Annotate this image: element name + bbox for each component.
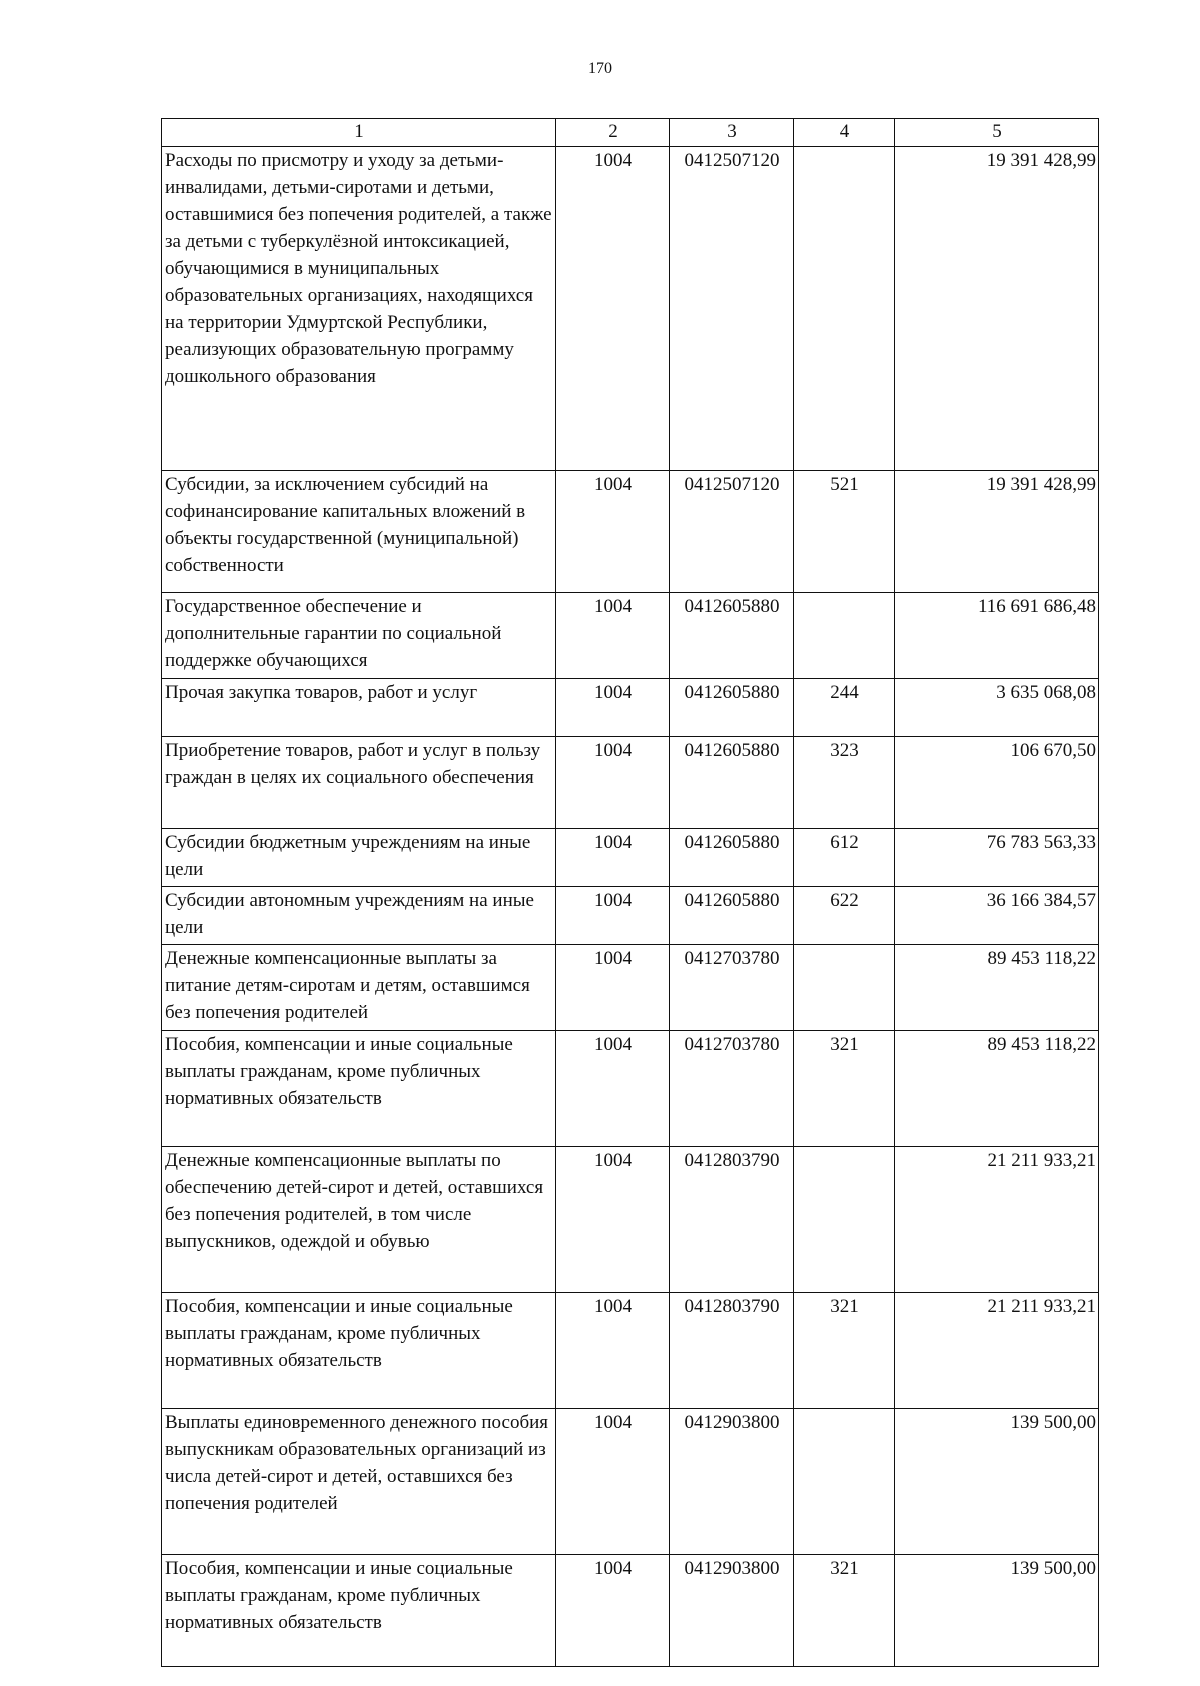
amount: 21 211 933,21: [895, 1147, 1099, 1293]
expense-name: Пособия, компенсации и иные социальные выплаты гражданам, кроме публичных нормативных обязательств: [162, 1555, 556, 1667]
expense-type-code: 321: [794, 1555, 895, 1667]
section-code: 1004: [556, 1409, 670, 1555]
page-number: 170: [588, 60, 612, 77]
expense-type-code: [794, 945, 895, 1031]
article-code: 0412803790: [670, 1147, 794, 1293]
expense-name: Государственное обеспечение и дополнительные гарантии по социальной поддержке обучающихся: [162, 593, 556, 679]
expense-name: Пособия, компенсации и иные социальные выплаты гражданам, кроме публичных нормативных обязательств: [162, 1293, 556, 1409]
table-row: [162, 829, 1099, 887]
section-code: 1004: [556, 829, 670, 887]
header-col-1: 1: [162, 119, 556, 147]
article-code: 0412803790: [670, 1293, 794, 1409]
amount: 139 500,00: [895, 1555, 1099, 1667]
expense-type-code: 521: [794, 471, 895, 593]
expense-name: Выплаты единовременного денежного пособия выпускникам образовательных организаций из числа детей-сирот и детей, оставшихся без попечения родителей: [162, 1409, 556, 1555]
table-row: [162, 471, 1099, 593]
table-row: [162, 1147, 1099, 1293]
section-code: 1004: [556, 1031, 670, 1147]
article-code: 0412605880: [670, 593, 794, 679]
amount: 21 211 933,21: [895, 1293, 1099, 1409]
table-row: [162, 1293, 1099, 1409]
amount: 106 670,50: [895, 737, 1099, 829]
expense-type-code: 622: [794, 887, 895, 945]
article-code: 0412903800: [670, 1409, 794, 1555]
amount: 3 635 068,08: [895, 679, 1099, 737]
section-code: 1004: [556, 1147, 670, 1293]
article-code: 0412903800: [670, 1555, 794, 1667]
table-row: [162, 887, 1099, 945]
section-code: 1004: [556, 737, 670, 829]
article-code: 0412605880: [670, 887, 794, 945]
amount: 76 783 563,33: [895, 829, 1099, 887]
article-code: 0412605880: [670, 737, 794, 829]
section-code: 1004: [556, 471, 670, 593]
table-body: [162, 147, 1099, 1667]
article-code: 0412507120: [670, 471, 794, 593]
table-row: [162, 737, 1099, 829]
amount: 89 453 118,22: [895, 1031, 1099, 1147]
header-row: [162, 119, 1099, 147]
section-code: 1004: [556, 679, 670, 737]
section-code: 1004: [556, 593, 670, 679]
article-code: 0412703780: [670, 945, 794, 1031]
amount: 89 453 118,22: [895, 945, 1099, 1031]
section-code: 1004: [556, 1555, 670, 1667]
amount: 19 391 428,99: [895, 471, 1099, 593]
expense-name: Субсидии, за исключением субсидий на софинансирование капитальных вложений в объекты государственной (муниципальной) собственности: [162, 471, 556, 593]
expense-type-code: [794, 1409, 895, 1555]
expense-type-code: [794, 593, 895, 679]
amount: 116 691 686,48: [895, 593, 1099, 679]
section-code: 1004: [556, 887, 670, 945]
section-code: 1004: [556, 147, 670, 471]
amount: 36 166 384,57: [895, 887, 1099, 945]
amount: 139 500,00: [895, 1409, 1099, 1555]
budget-table: [161, 118, 1099, 1667]
section-code: 1004: [556, 1293, 670, 1409]
expense-name: Приобретение товаров, работ и услуг в пользу граждан в целях их социального обеспечения: [162, 737, 556, 829]
expense-type-code: [794, 1147, 895, 1293]
article-code: 0412507120: [670, 147, 794, 471]
expense-type-code: 321: [794, 1293, 895, 1409]
header-col-3: 3: [670, 119, 794, 147]
header-col-2: 2: [556, 119, 670, 147]
expense-name: Прочая закупка товаров, работ и услуг: [162, 679, 556, 737]
header-col-4: 4: [794, 119, 895, 147]
table-row: [162, 945, 1099, 1031]
table-row: [162, 1409, 1099, 1555]
expense-type-code: 321: [794, 1031, 895, 1147]
expense-name: Субсидии бюджетным учреждениям на иные цели: [162, 829, 556, 887]
expense-name: Расходы по присмотру и уходу за детьми-инвалидами, детьми-сиротами и детьми, оставшимися без попечения родителей, а также за детьми с туберкулёзной интоксикацией, обучающимися в муниципальных образовательных организациях, находящихся на территории Удмуртской Республики, реализующих образовательную программу дошкольного образования: [162, 147, 556, 471]
article-code: 0412605880: [670, 679, 794, 737]
table-row: [162, 1555, 1099, 1667]
table-row: [162, 593, 1099, 679]
expense-type-code: 323: [794, 737, 895, 829]
article-code: 0412605880: [670, 829, 794, 887]
expense-name: Субсидии автономным учреждениям на иные цели: [162, 887, 556, 945]
table-row: [162, 1031, 1099, 1147]
section-code: 1004: [556, 945, 670, 1031]
expense-type-code: 612: [794, 829, 895, 887]
expense-type-code: 244: [794, 679, 895, 737]
table-row: [162, 147, 1099, 471]
amount: 19 391 428,99: [895, 147, 1099, 471]
table-row: [162, 679, 1099, 737]
expense-name: Денежные компенсационные выплаты по обеспечению детей-сирот и детей, оставшихся без попечения родителей, в том числе выпускников, одеждой и обувью: [162, 1147, 556, 1293]
table-header: [162, 119, 1099, 147]
article-code: 0412703780: [670, 1031, 794, 1147]
expense-type-code: [794, 147, 895, 471]
header-col-5: 5: [895, 119, 1099, 147]
expense-name: Денежные компенсационные выплаты за питание детям-сиротам и детям, оставшимся без попечения родителей: [162, 945, 556, 1031]
expense-name: Пособия, компенсации и иные социальные выплаты гражданам, кроме публичных нормативных обязательств: [162, 1031, 556, 1147]
